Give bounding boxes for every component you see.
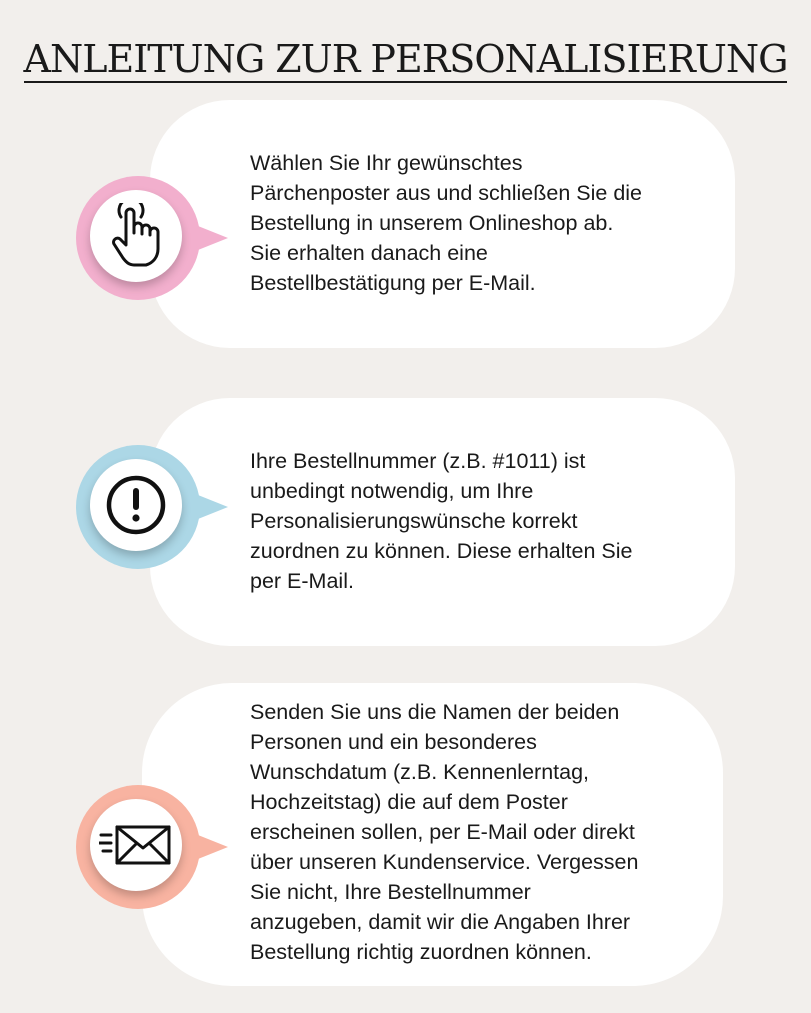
- page-title: ANLEITUNG ZUR PERSONALISIERUNG: [23, 37, 788, 81]
- step-text-2: Ihre Bestellnummer (z.B. #1011) ist unbedingt notwendig, um Ihre Personalisierungswünsche korrekt zuordnen zu können. Diese erhalten Sie per E-Mail.: [250, 449, 633, 593]
- envelope-icon: [99, 822, 173, 868]
- step-badge-3: [76, 785, 200, 909]
- step-badge-1: [76, 176, 200, 300]
- step-badge-2: [76, 445, 200, 569]
- hand-pointer-icon: [108, 203, 164, 269]
- step-text-3: Senden Sie uns die Namen der beiden Personen und ein besonderes Wunschdatum (z.B. Kennenlerntag, Hochzeitstag) die auf dem Poster erscheinen sollen, per E-Mail oder direkt über unseren Kundenservice. Vergessen Sie nicht, Ihre Bestellnummer anzugeben, damit wir die Angaben Ihrer Bestellung richtig zuordnen können.: [250, 700, 639, 964]
- exclamation-icon: [105, 474, 167, 536]
- step-text-1: Wählen Sie Ihr gewünschtes Pärchenposter aus und schließen Sie die Bestellung in unserem Onlineshop ab. Sie erhalten danach eine Bestellbestätigung per E-Mail.: [250, 151, 643, 295]
